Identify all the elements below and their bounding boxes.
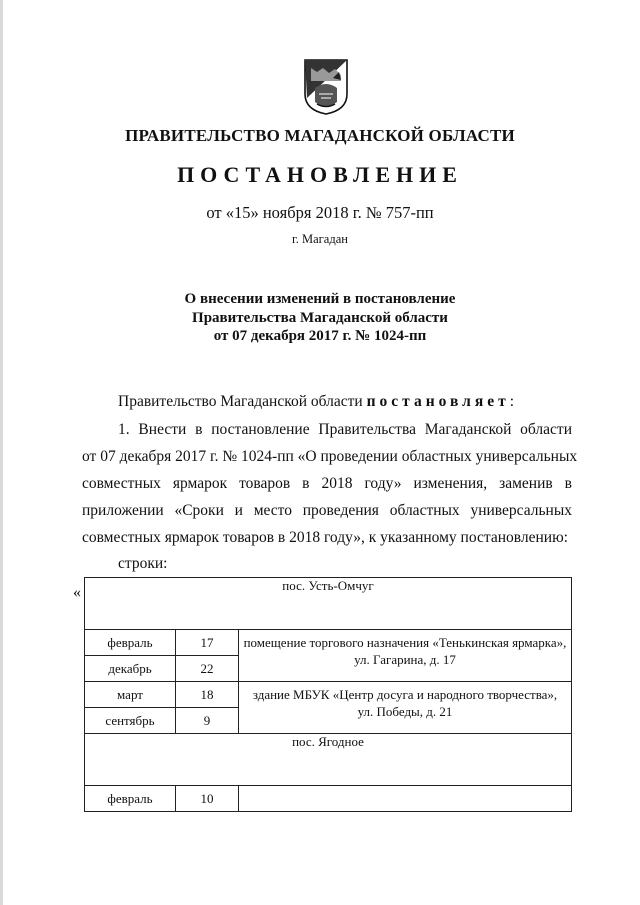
coat-of-arms-icon: [303, 58, 349, 116]
day-cell: 10: [176, 786, 239, 812]
body-line: 1. Внести в постановление Правительства Магаданской области: [118, 421, 572, 438]
month-cell: сентябрь: [85, 708, 176, 734]
body-line: совместных ярмарок товаров в 2018 году», к указанному постановлению:: [82, 529, 568, 546]
table-row: [85, 578, 572, 630]
day-cell: 9: [176, 708, 239, 734]
body-line: приложении «Сроки и место проведения областных универсальных: [82, 502, 572, 519]
intro-resolves: постановляет: [366, 393, 510, 410]
intro-paragraph: [118, 388, 514, 415]
decree-date: от «15» ноября 2018 г. № 757-пп: [206, 203, 434, 222]
place-cell: [239, 630, 572, 682]
body-line: совместных ярмарок товаров в 2018 году» изменения, заменив в: [82, 475, 572, 492]
table-row: [85, 786, 572, 812]
decree-title: ПОСТАНОВЛЕНИЕ: [177, 162, 463, 187]
day-cell: 17: [176, 630, 239, 656]
rows-label: строки:: [118, 555, 168, 572]
body-line: от 07 декабря 2017 г. № 1024-пп «О проведении областных универсальных: [82, 448, 578, 465]
government-title: ПРАВИТЕЛЬСТВО МАГАДАНСКОЙ ОБЛАСТИ: [125, 126, 515, 145]
schedule-table: [84, 577, 572, 812]
table-row: [85, 630, 572, 656]
place-line: здание МБУК «Центр досуга и народного творчества»,: [252, 687, 558, 702]
place-line: помещение торгового назначения «Тенькинская ярмарка»,: [243, 635, 567, 650]
intro-colon: :: [509, 393, 515, 410]
month-cell: декабрь: [85, 656, 176, 682]
table-row: [85, 734, 572, 786]
day-cell: 22: [176, 656, 239, 682]
month-cell: март: [85, 682, 176, 708]
subject-line: Правительства Магаданской области: [192, 309, 448, 326]
location-cell: пос. Усть-Омчуг: [85, 578, 572, 630]
decree-subject: [0, 290, 640, 346]
city: г. Магадан: [292, 232, 348, 246]
month-cell: февраль: [85, 786, 176, 812]
subject-line: О внесении изменений в постановление: [184, 291, 456, 307]
subject-line: от 07 декабря 2017 г. № 1024-пп: [213, 328, 427, 344]
place-cell: [239, 682, 572, 734]
place-cell: [239, 786, 572, 812]
body-paragraph: [82, 416, 578, 551]
place-line: ул. Победы, д. 21: [357, 704, 453, 719]
month-cell: февраль: [85, 630, 176, 656]
open-quote: «: [73, 584, 81, 601]
place-line: ул. Гагарина, д. 17: [354, 652, 456, 667]
intro-prefix: Правительство Магаданской области: [118, 393, 367, 410]
day-cell: 18: [176, 682, 239, 708]
table-row: [85, 682, 572, 708]
location-cell: пос. Ягодное: [85, 734, 572, 786]
